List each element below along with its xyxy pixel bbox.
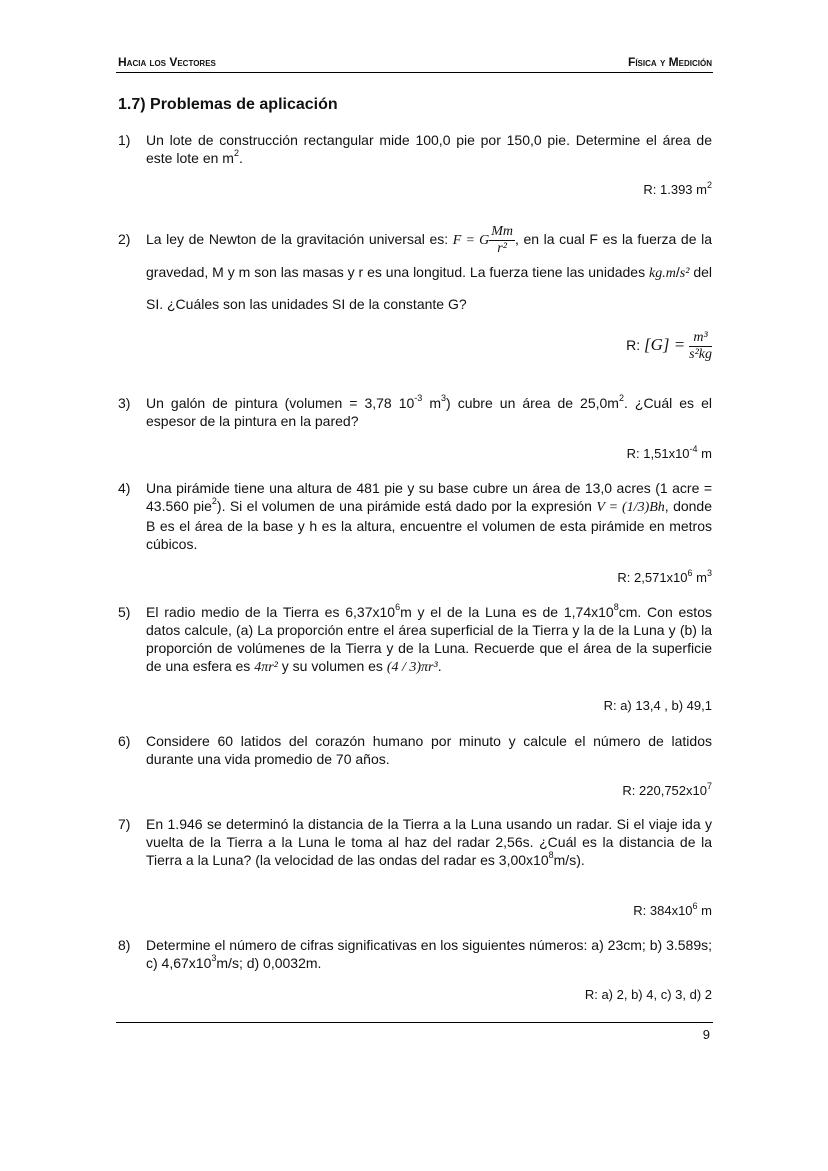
problem-7-answer: R: $384x10^6$ m — [633, 900, 712, 918]
problem-5 — [118, 603, 712, 683]
problem-text: Determine el número de cifras significativas en los siguientes números: a) 23cm; b) 3.589s; c) $4,67x10^3m/s$; d) 0,0032m. — [146, 937, 712, 971]
problem-2-answer: R: [G] = $\frac{\text{m³}}{\text{s²kg}}$ — [626, 330, 712, 362]
problem-number: 2) — [118, 231, 131, 247]
problem-text: Una pirámide tiene una altura de 481 pie y su base cubre un área de 13,0 acres (1 acre = 43.560 pie$^2$). Si el volumen de una pirámide está dado por la expresión V = (1/3)Bh, donde B es el área de la base y h es la altura, encuentre el volumen de esta pirámide en metros cúbicos. — [146, 480, 712, 552]
problem-number: 7) — [118, 816, 131, 832]
problem-number: 6) — [118, 733, 131, 749]
problem-text: La ley de Newton de la gravitación universal es: F = G $\frac{Mm}{\text{r²}}$ , en la cual F es la fuerza de la gravedad, M y m son las masas y r es una longitud. La fuerza tiene las unidades kg.m/s² del SI. ¿Cuáles son las unidades SI de la constante G? — [146, 224, 713, 312]
problem-text: Un lote de construcción rectangular mide 100,0 pie por 150,0 pie. Determine el área de este lote en $m^2$. — [146, 132, 712, 166]
problem-3-answer: R: $1,51x10^{-4}$ m — [626, 443, 712, 461]
problem-text: En 1.946 se determinó la distancia de la Tierra a la Luna usando un radar. Si el viaje ida y vuelta de la Tierra a la Luna le toma al haz del radar 2,56s. ¿Cuál es la distancia de la Tierra a la Luna? (la velocidad de las ondas del radar es $3,00x10^8m/s$). — [146, 816, 712, 868]
header-left-title: Hacia los Vectores — [118, 55, 216, 69]
header-rule — [116, 72, 713, 73]
problem-number: 8) — [118, 937, 131, 953]
problem-number: 3) — [118, 395, 131, 411]
footer-rule — [116, 1022, 713, 1023]
problem-2 — [118, 218, 712, 318]
section-title: 1.7) Problemas de aplicación — [118, 96, 338, 113]
problem-8-answer: R: a) 2, b) 4, c) 3, d) 2 — [584, 987, 712, 1002]
problem-6-answer: R: $220,752x10^7$ — [622, 780, 712, 798]
header-right-title: Física y Medición — [627, 55, 712, 69]
problem-8 — [118, 936, 712, 976]
problem-4 — [118, 479, 712, 559]
problem-3 — [118, 394, 712, 434]
gravitation-fraction: $\frac{Mm}{\text{r²}}$ — [491, 224, 514, 256]
problem-number: 5) — [118, 604, 131, 620]
problem-number: 4) — [118, 480, 131, 496]
problem-4-answer: R: $2,571x10^6$ $m^3$ — [617, 567, 712, 585]
problem-text: El radio medio de la Tierra es $6,37x10^6m$ y el de la Luna es de $1,74x10^8cm$. Con estos datos calcule, (a) La proporción entre el área superficial de la Tierra y la de la Luna y (b) la proporción de volúmenes de la Tierra y de la Luna. Recuerde que el área de la superficie de una esfera es 4πr² y su volumen es (4 / 3)πr³. — [146, 602, 712, 675]
problem-1 — [118, 131, 712, 171]
problem-number: 1) — [118, 132, 131, 148]
problem-text: Un galón de pintura (volumen = 3,78 $10^{-3}$ $m^3$) cubre un área de $25,0m^2$. ¿Cuál es el espesor de la pintura en la pared? — [146, 393, 712, 429]
problem-7 — [118, 815, 712, 891]
problem-6 — [118, 732, 712, 772]
problem-5-answer: R: a) 13,4 , b) 49,1 — [603, 698, 712, 713]
problem-text: Considere 60 latidos del corazón humano por minuto y calcule el número de latidos durante una vida promedio de 70 años. — [146, 733, 712, 767]
page-number: 9 — [702, 1027, 710, 1042]
problem-1-answer: R: 1.393 $m^2$ — [643, 179, 712, 197]
